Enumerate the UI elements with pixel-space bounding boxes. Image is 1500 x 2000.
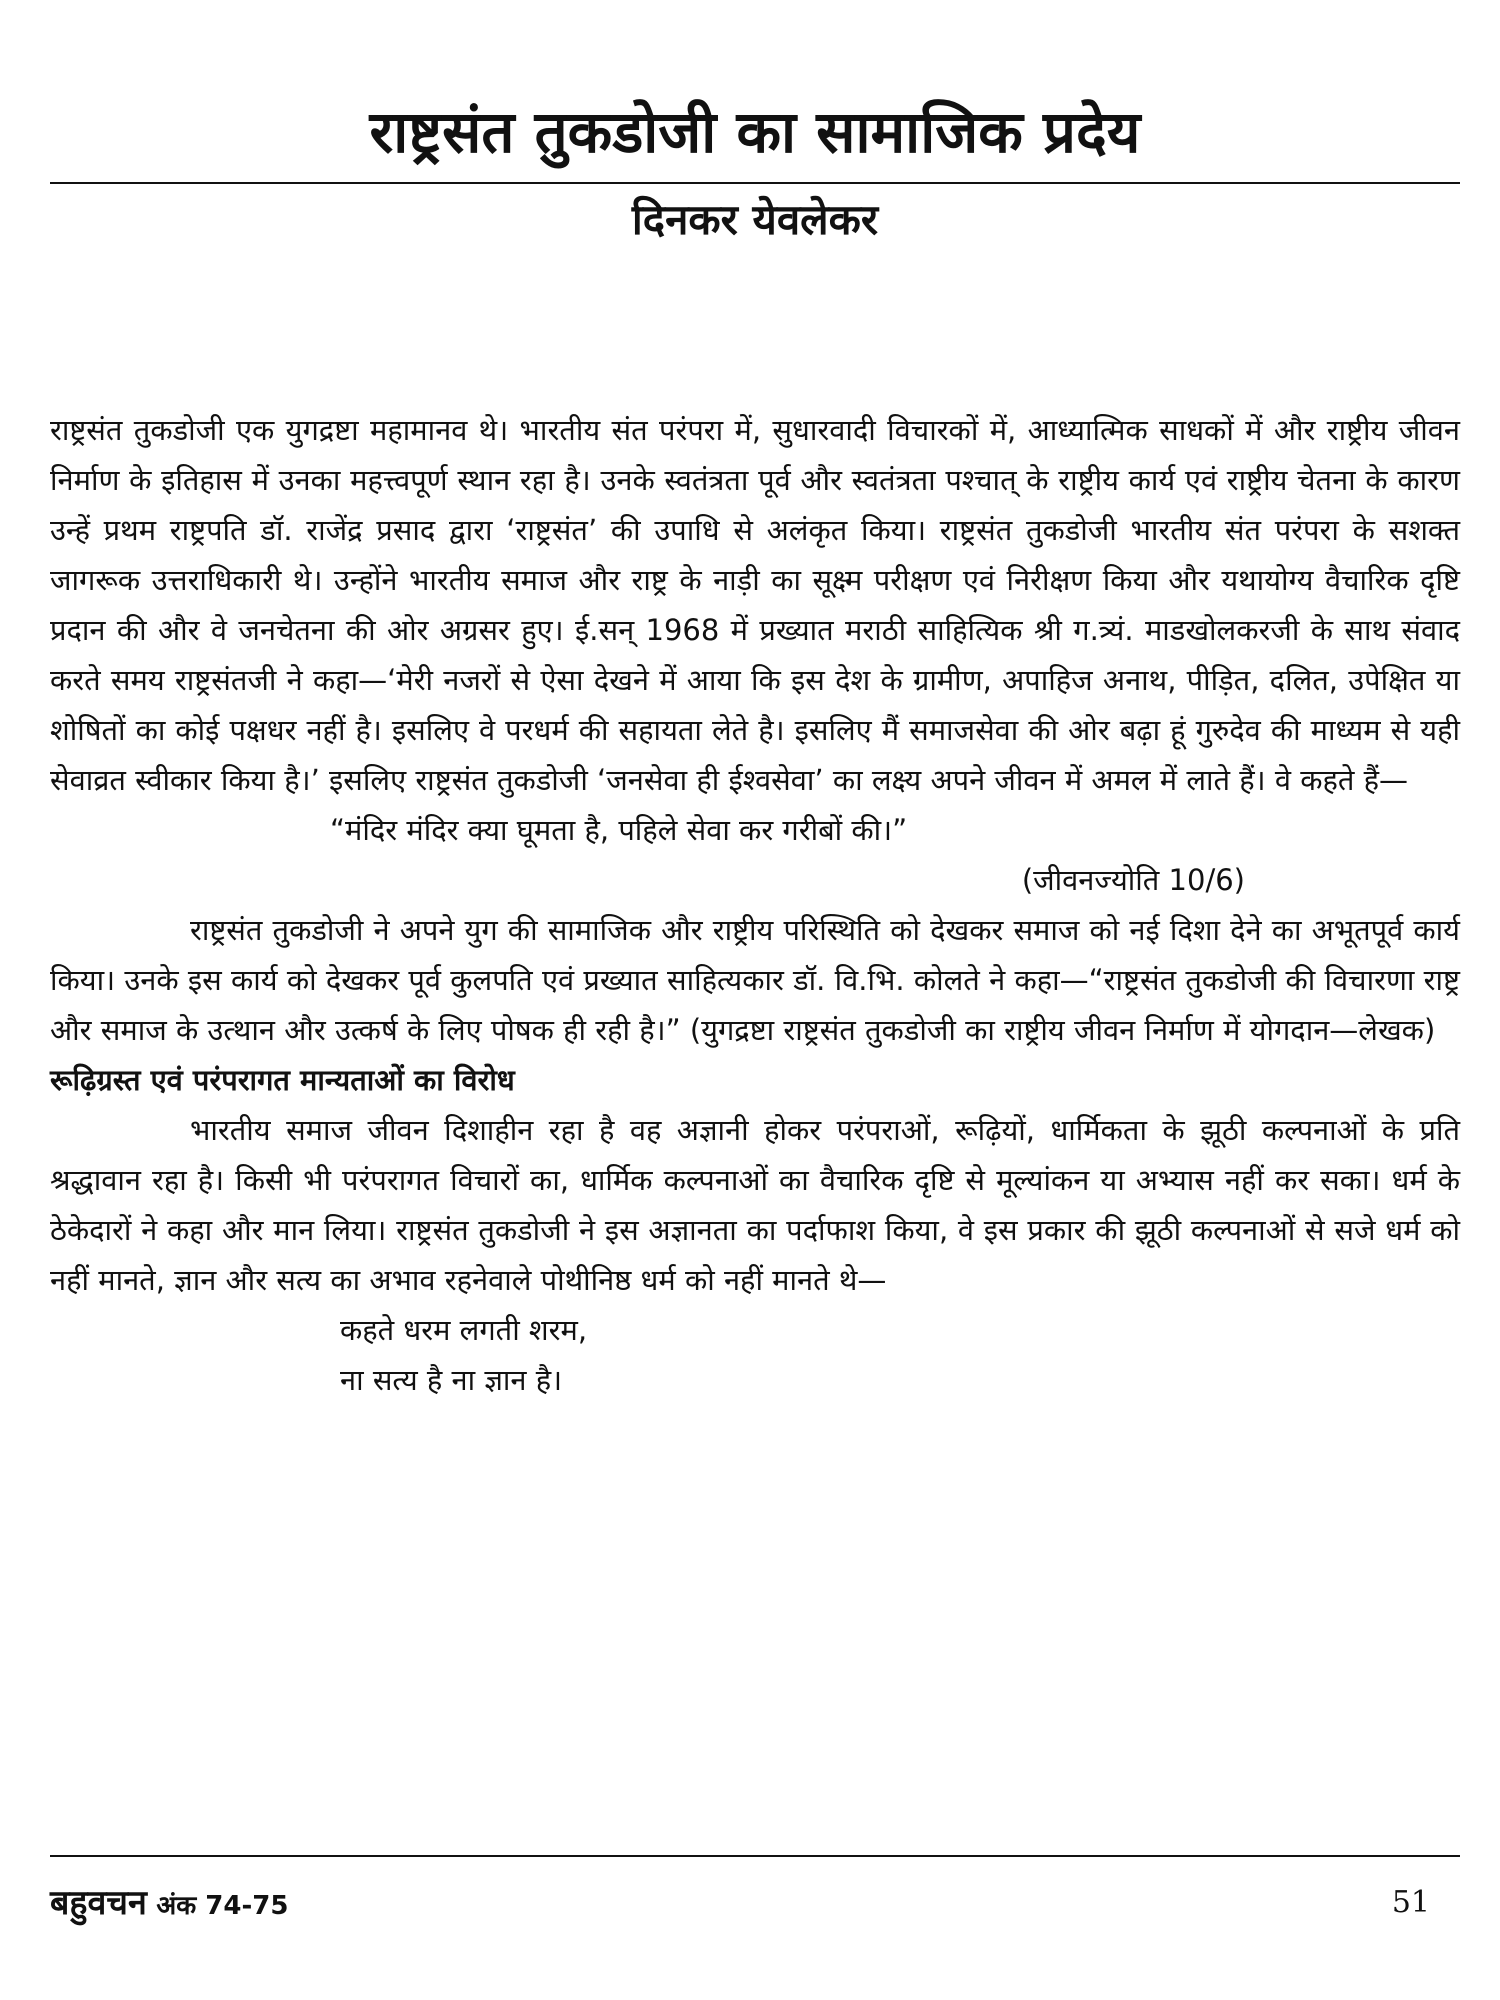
paragraph-second: राष्ट्रसंत तुकडोजी ने अपने युग की सामाजिक और राष्ट्रीय परिस्थिति को देखकर समाज को नई दिशा देने का अभूतपूर्व कार्य किया। उनके इस कार्य को देखकर पूर्व कुलपति एवं प्रख्यात साहित्यकार डॉ. वि.भि. कोलते ने कहा—“राष्ट्रसंत तुकडोजी की विचारणा राष्ट्र और समाज के उत्थान और उत्कर्ष के लिए पोषक ही रही है।” (युगद्रष्टा राष्ट्रसंत तुकडोजी का राष्ट्रीय जीवन निर्माण में योगदान—लेखक) xyxy=(50,913,1460,1047)
paragraph-intro: राष्ट्रसंत तुकडोजी एक युगद्रष्टा महामानव थे। भारतीय संत परंपरा में, सुधारवादी विचारकों में, आध्यात्मिक साधकों में और राष्ट्रीय जीवन निर्माण के इतिहास में उनका महत्त्वपूर्ण स्थान रहा है। उनके स्वतंत्रता पूर्व और स्वतंत्रता पश्चात् के राष्ट्रीय कार्य एवं राष्ट्रीय चेतना के कारण उन्हें प्रथम राष्ट्रपति डॉ. राजेंद्र प्रसाद द्वारा ‘राष्ट्रसंत’ की उपाधि से अलंकृत किया। राष्ट्रसंत तुकडोजी भारतीय संत परंपरा के सशक्त जागरूक उत्तराधिकारी थे। उन्होंने भारतीय समाज और राष्ट्र के नाड़ी का सूक्ष्म परीक्षण एवं निरीक्षण किया और यथायोग्य वैचारिक दृष्टि प्रदान की और वे जनचेतना की ओर अग्रसर हुए। ई.सन् 1968 में प्रख्यात मराठी साहित्यिक श्री ग.त्र्यं. माडखोलकरजी के साथ संवाद करते समय राष्ट्रसंतजी ने कहा—‘मेरी नजरों से ऐसा देखने में आया कि इस देश के ग्रामीण, अपाहिज अनाथ, पीड़ित, दलित, उपेक्षित या शोषितों का कोई पक्षधर नहीं है। इसलिए वे परधर्म की सहायता लेते है। इसलिए मैं समाजसेवा की ओर बढ़ा हूं गुरुदेव की माध्यम से यही सेवाव्रत स्वीकार किया है।’ इसलिए राष्ट्रसंत तुकडोजी ‘जनसेवा ही ईश्वसेवा’ का लक्ष्य अपने जीवन में अमल में लाते हैं। वे कहते हैं— xyxy=(50,413,1460,797)
page-number: 51 xyxy=(1391,1885,1430,1920)
footer-journal xyxy=(50,1878,288,1931)
footer-divider xyxy=(50,1855,1460,1857)
poem-line-1: कहते धरम लगती शरम, xyxy=(340,1313,588,1347)
author-name: दिनकर येवलेकर xyxy=(631,195,879,244)
article-title: राष्ट्रसंत तुकडोजी का सामाजिक प्रदेय xyxy=(369,98,1141,166)
document-page xyxy=(50,0,1460,2000)
quote-verse: “मंदिर मंदिर क्या घूमता है, पहिले सेवा कर गरीबों की।” xyxy=(330,813,908,847)
paragraph-third: भारतीय समाज जीवन दिशाहीन रहा है वह अज्ञानी होकर परंपराओं, रूढ़ियों, धार्मिकता के झूठी कल्पनाओं के प्रति श्रद्धावान रहा है। किसी भी परंपरागत विचारों का, धार्मिक कल्पनाओं का वैचारिक दृष्टि से मूल्यांकन या अभ्यास नहीं कर सका। धर्म के ठेकेदारों ने कहा और मान लिया। राष्ट्रसंत तुकडोजी ने इस अज्ञानता का पर्दाफाश किया, वे इस प्रकार की झूठी कल्पनाओं से सजे धर्म को नहीं मानते, ज्ञान और सत्य का अभाव रहनेवाले पोथीनिष्ठ धर्म को नहीं मानते थे— xyxy=(50,1113,1460,1297)
title-divider xyxy=(50,182,1460,184)
article-body xyxy=(50,405,1460,1405)
journal-name: बहुवचन xyxy=(50,1883,147,1923)
quote-citation: (जीवनज्योति 10/6) xyxy=(1021,863,1245,897)
issue-number: अंक 74-75 xyxy=(156,1891,289,1921)
poem-line-2: ना सत्य है ना ज्ञान है। xyxy=(340,1363,563,1397)
section-heading: रूढ़िग्रस्त एवं परंपरागत मान्यताओं का विरोध xyxy=(50,1063,515,1097)
